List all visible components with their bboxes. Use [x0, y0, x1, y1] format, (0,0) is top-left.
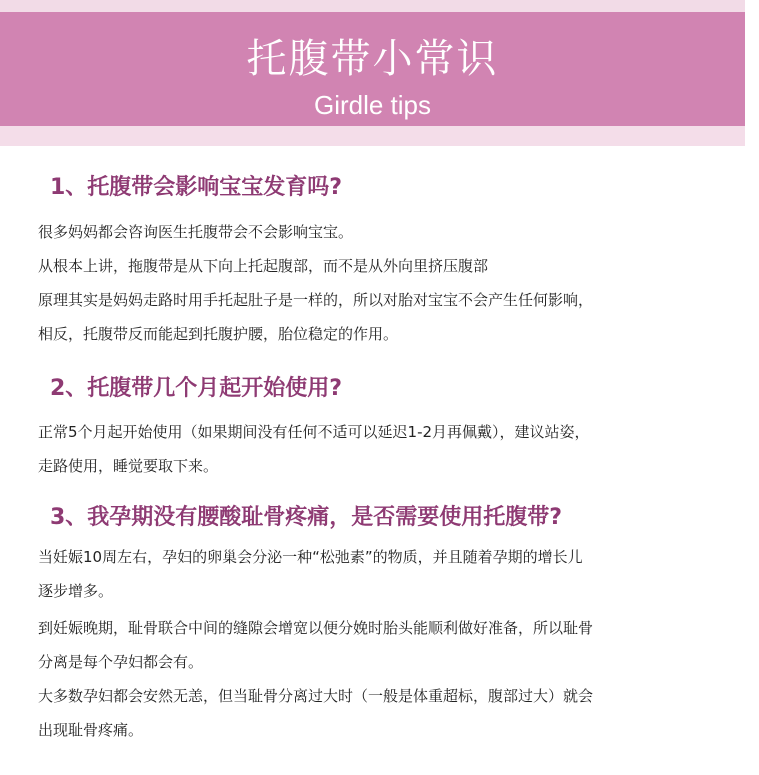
- paragraph-line: 正常5个月起开始使用（如果期间没有任何不适可以延迟1-2月再佩戴），建议站姿，: [38, 423, 590, 441]
- paragraph-line: 走路使用，睡觉要取下来。: [38, 457, 219, 475]
- paragraph-line: 分离是每个孕妇都会有。: [38, 653, 204, 671]
- section-heading: 1、托腹带会影响宝宝发育吗?: [50, 175, 343, 200]
- paragraph-line: 从根本上讲，拖腹带是从下向上托起腹部，而不是从外向里挤压腹部: [38, 257, 489, 275]
- paragraph-line: 出现耻骨疼痛。: [38, 721, 144, 739]
- paragraph-line: 当妊娠10周左右，孕妇的卵巢会分泌一种“松弛素”的物质，并且随着孕期的增长儿: [38, 548, 583, 566]
- section-heading: 3、我孕期没有腰酸耻骨疼痛，是否需要使用托腹带?: [50, 505, 563, 530]
- paragraph-line: 很多妈妈都会咨询医生托腹带会不会影响宝宝。: [38, 223, 354, 241]
- paragraph-line: 到妊娠晚期，耻骨联合中间的缝隙会增宽以便分娩时胎头能顺利做好准备，所以耻骨: [38, 619, 594, 637]
- banner-subtitle: Girdle tips: [313, 90, 432, 120]
- section-heading: 2、托腹带几个月起开始使用?: [50, 376, 343, 401]
- paragraph-line: 相反，托腹带反而能起到托腹护腰，胎位稳定的作用。: [38, 325, 399, 343]
- banner-title: 托腹带小常识: [246, 36, 499, 82]
- paragraph-line: 逐步增多。: [38, 582, 114, 600]
- paragraph-line: 大多数孕妇都会安然无恙，但当耻骨分离过大时（一般是体重超标，腹部过大）就会: [38, 687, 594, 705]
- paragraph-line: 原理其实是妈妈走路时用手托起肚子是一样的，所以对胎对宝宝不会产生任何影响，: [38, 291, 594, 309]
